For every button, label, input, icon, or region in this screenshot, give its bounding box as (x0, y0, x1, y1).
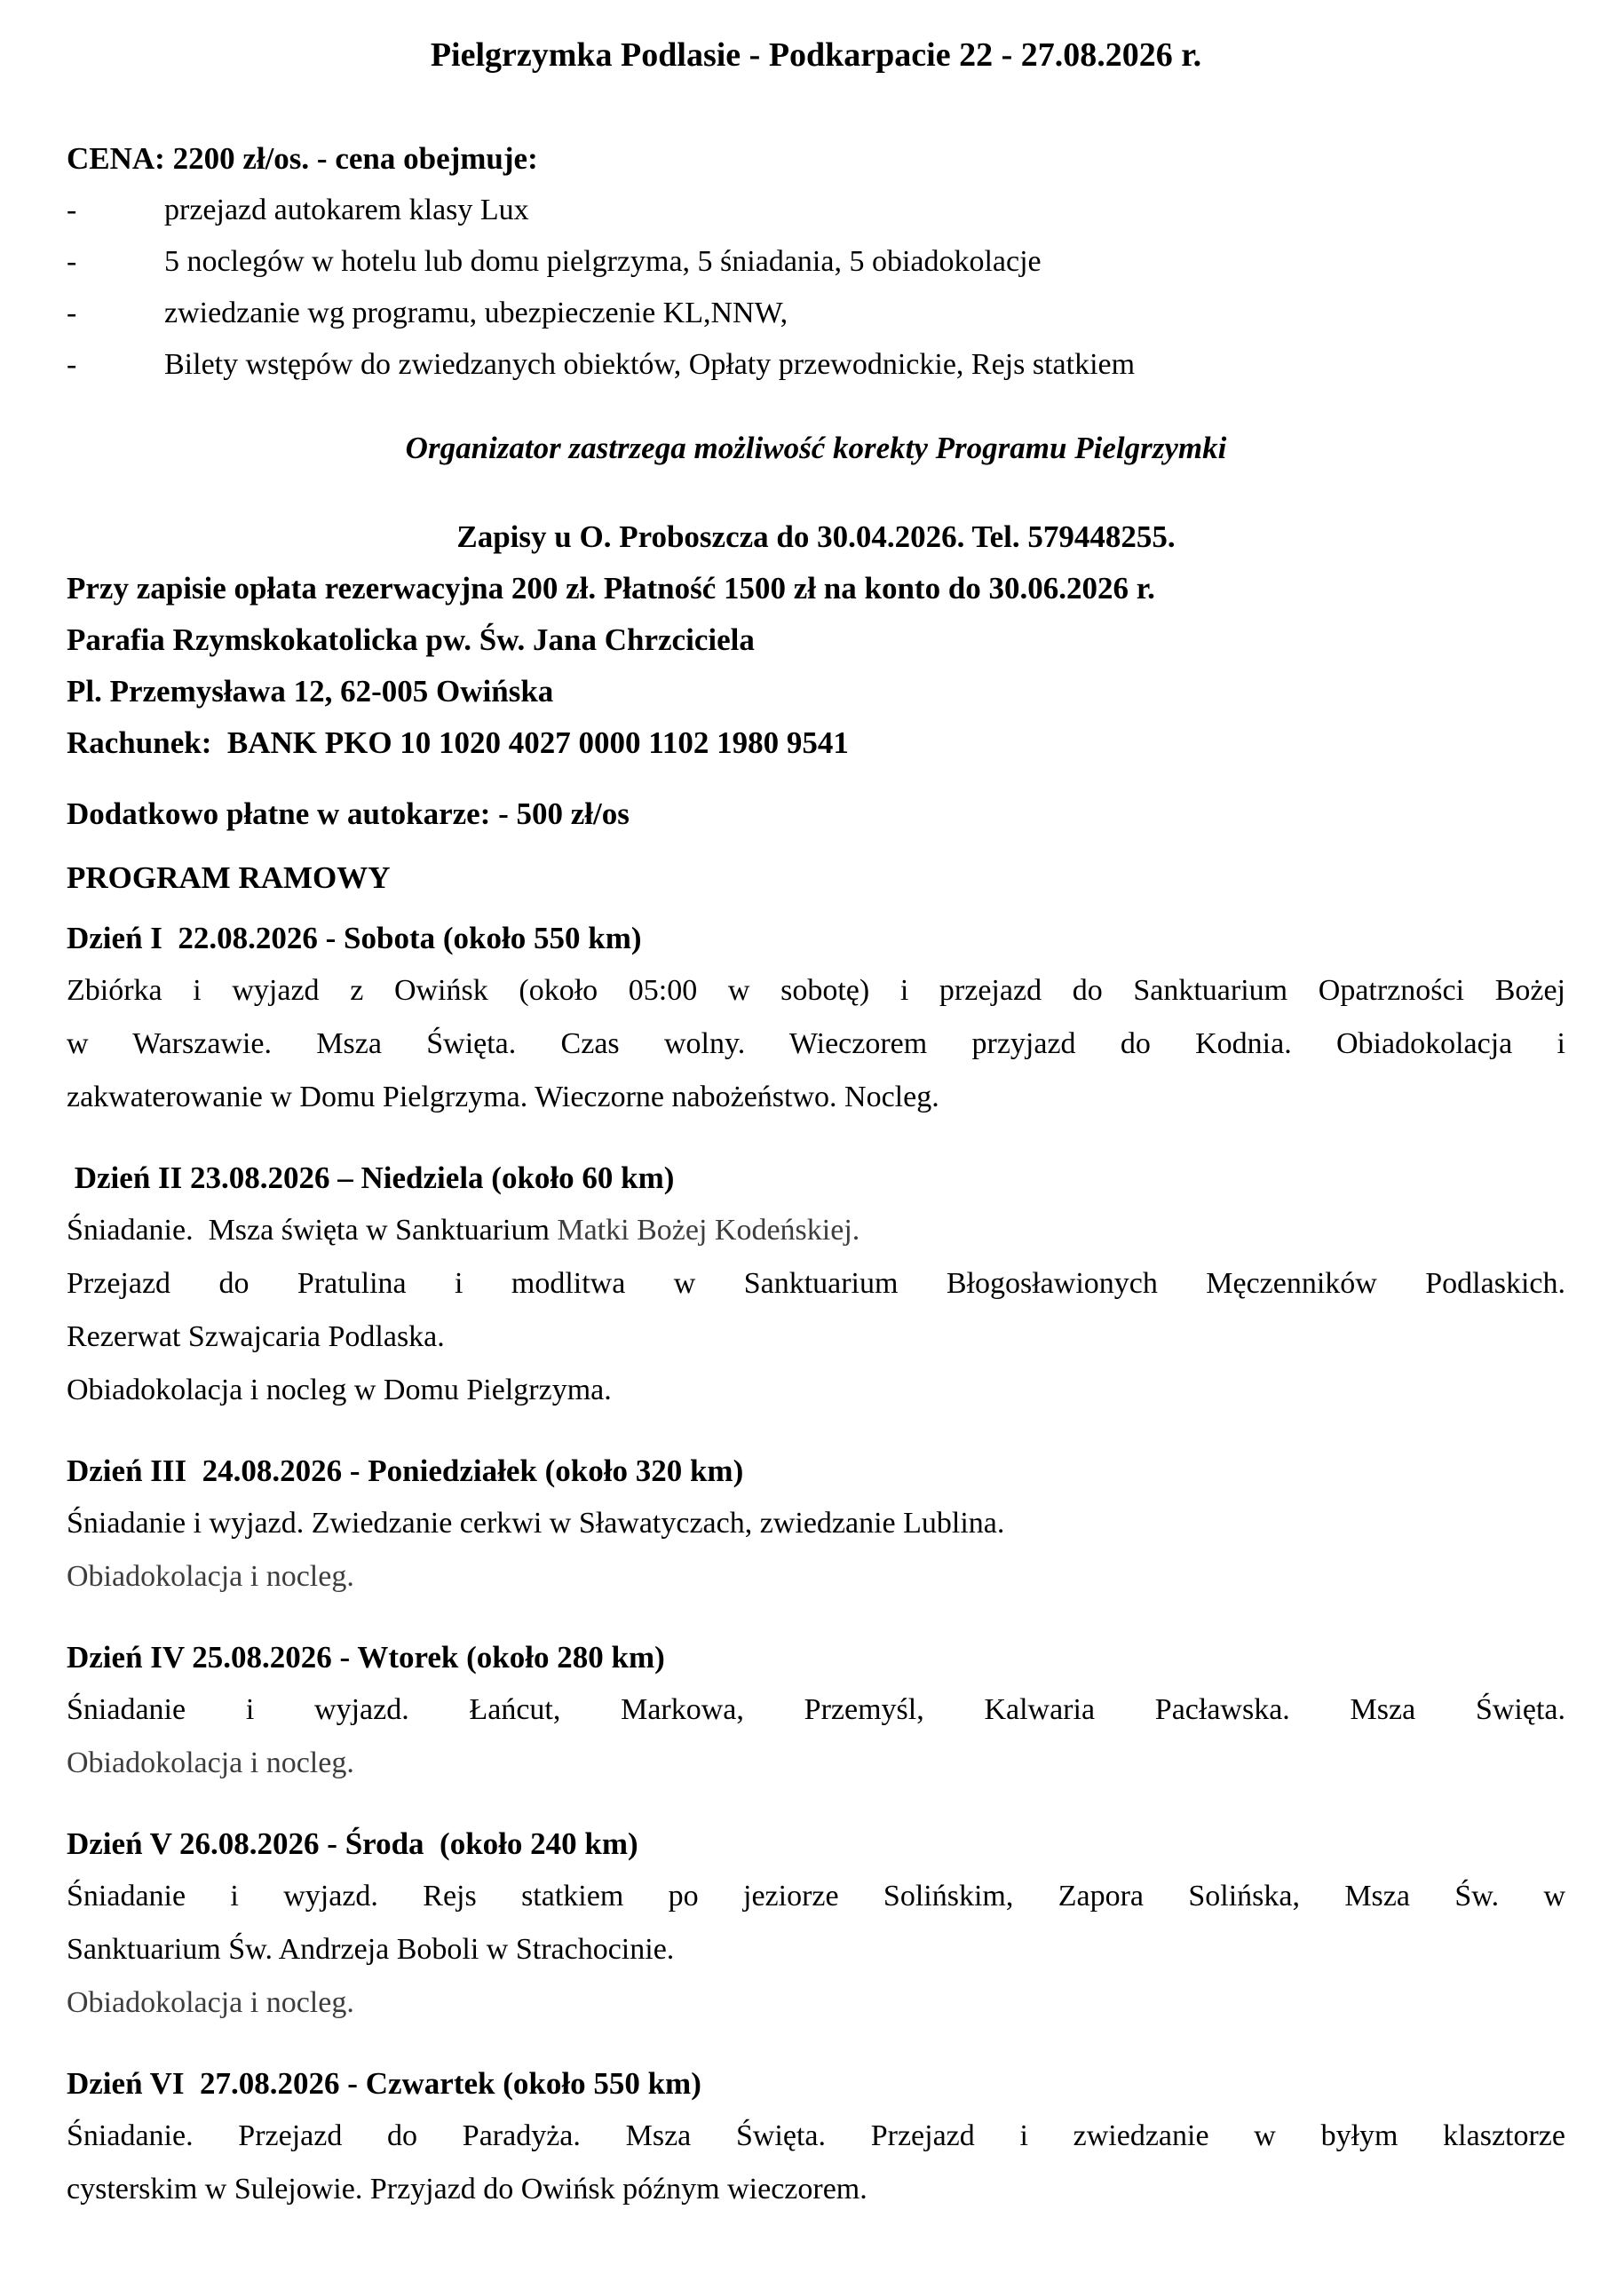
price-item-text: przejazd autokarem klasy Lux (164, 194, 529, 226)
day-line (67, 1497, 1565, 1550)
dash-bullet: - (67, 297, 77, 329)
day-line (67, 1311, 1565, 1364)
day-block (67, 1445, 1565, 1604)
day-line (67, 1257, 1565, 1311)
dash-bullet: - (67, 348, 77, 381)
day-line (67, 964, 1565, 1018)
dash-bullet: - (67, 245, 77, 278)
price-item-text: 5 noclegów w hotelu lub domu pielgrzyma, 5 śniadania, 5 obiadokolacje (164, 245, 1042, 278)
text-segment: Śniadanie i wyjazd. Łańcut, Markowa, Przemyśl, Kalwaria Pacławska. Msza Święta. (67, 1693, 1565, 1726)
day-line (67, 2163, 1565, 2216)
day-line (67, 1683, 1565, 1737)
muted-text-segment: Matki Bożej Kodeńskiej. (557, 1214, 860, 1247)
day-line (67, 1364, 1565, 1417)
extra-payment: Dodatkowo płatne w autokarze: - 500 zł/os (67, 796, 630, 831)
price-item (67, 288, 1565, 339)
day-line (67, 2110, 1565, 2163)
price-item-text: Bilety wstępów do zwiedzanych obiektów, Opłaty przewodnickie, Rejs statkiem (164, 348, 1136, 381)
day-heading: Dzień V 26.08.2026 - Środa (około 240 km) (67, 1826, 638, 1861)
day-block (67, 913, 1565, 1124)
price-item-text: zwiedzanie wg programu, ubezpieczenie KL,NNW, (164, 297, 788, 329)
organizer-note: Organizator zastrzega możliwość korekty Programu Pielgrzymki (405, 431, 1227, 465)
text-segment: Sanktuarium Św. Andrzeja Boboli w Strachocinie. (67, 1933, 675, 1966)
price-item (67, 185, 1565, 236)
price-heading: CENA: 2200 zł/os. - cena obejmuje: (67, 141, 538, 176)
document-title: Pielgrzymka Podlasie - Podkarpacie 22 - 27.08.2026 r. (430, 36, 1202, 74)
parish-name: Parafia Rzymskokatolicka pw. Św. Jana Chrzciciela (67, 622, 755, 657)
registration-payment: Przy zapisie opłata rezerwacyjna 200 zł. Płatność 1500 zł na konto do 30.06.2026 r. (67, 571, 1155, 606)
text-segment: Śniadanie. Przejazd do Paradyża. Msza Święta. Przejazd i zwiedzanie w byłym klasztorze (67, 2119, 1565, 2152)
day-line (67, 1976, 1565, 2030)
price-items (67, 185, 1565, 391)
text-segment: Obiadokolacja i nocleg w Domu Pielgrzyma. (67, 1374, 612, 1406)
text-segment: cysterskim w Sulejowie. Przyjazd do Owińsk późnym wieczorem. (67, 2173, 867, 2206)
price-item (67, 339, 1565, 391)
dash-bullet: - (67, 194, 77, 226)
parish-address: Pl. Przemysława 12, 62-005 Owińska (67, 674, 554, 709)
bank-account: Rachunek: BANK PKO 10 1020 4027 0000 1102 1980 9541 (67, 725, 849, 760)
day-line (67, 1923, 1565, 1976)
price-item (67, 236, 1565, 288)
text-segment: Śniadanie i wyjazd. Zwiedzanie cerkwi w Sławatyczach, zwiedzanie Lublina. (67, 1507, 1005, 1540)
registration-deadline: Zapisy u O. Proboszcza do 30.04.2026. Tel. 579448255. (456, 519, 1176, 554)
program-heading: PROGRAM RAMOWY (67, 860, 391, 895)
day-line (67, 1550, 1565, 1604)
day-line (67, 1870, 1565, 1923)
day-line (67, 1071, 1565, 1124)
text-segment: Śniadanie i wyjazd. Rejs statkiem po jeziorze Solińskim, Zapora Solińska, Msza Św. w (67, 1880, 1565, 1913)
text-segment: Śniadanie. Msza święta w Sanktuarium (67, 1214, 558, 1247)
text-segment: Przejazd do Pratulina i modlitwa w Sanktuarium Błogosławionych Męczenników Podlaskich. (67, 1267, 1565, 1300)
day-heading: Dzień II 23.08.2026 – Niedziela (około 60 km) (67, 1160, 675, 1195)
day-line (67, 1018, 1565, 1071)
day-block (67, 2058, 1565, 2216)
muted-text-segment: Obiadokolacja i nocleg. (67, 1746, 354, 1779)
day-heading: Dzień VI 27.08.2026 - Czwartek (około 550 km) (67, 2066, 701, 2101)
day-block (67, 1152, 1565, 1417)
muted-text-segment: Obiadokolacja i nocleg. (67, 1986, 354, 2019)
day-line (67, 1737, 1565, 1790)
text-segment: Rezerwat Szwajcaria Podlaska. (67, 1320, 445, 1353)
muted-text-segment: Obiadokolacja i nocleg. (67, 1560, 354, 1593)
day-heading: Dzień IV 25.08.2026 - Wtorek (około 280 km) (67, 1640, 665, 1675)
day-block (67, 1818, 1565, 2030)
text-segment: zakwaterowanie w Domu Pielgrzyma. Wieczorne nabożeństwo. Nocleg. (67, 1081, 939, 1113)
day-heading: Dzień I 22.08.2026 - Sobota (około 550 km) (67, 921, 642, 955)
day-line (67, 1204, 1565, 1257)
registration-block (67, 511, 1565, 769)
text-segment: w Warszawie. Msza Święta. Czas wolny. Wieczorem przyjazd do Kodnia. Obiadokolacja i (67, 1027, 1565, 1060)
day-block (67, 1632, 1565, 1790)
text-segment: Zbiórka i wyjazd z Owińsk (około 05:00 w sobotę) i przejazd do Sanktuarium Opatrzności Bożej (67, 974, 1565, 1007)
day-heading: Dzień III 24.08.2026 - Poniedziałek (około 320 km) (67, 1453, 744, 1488)
program-days (67, 913, 1565, 2216)
